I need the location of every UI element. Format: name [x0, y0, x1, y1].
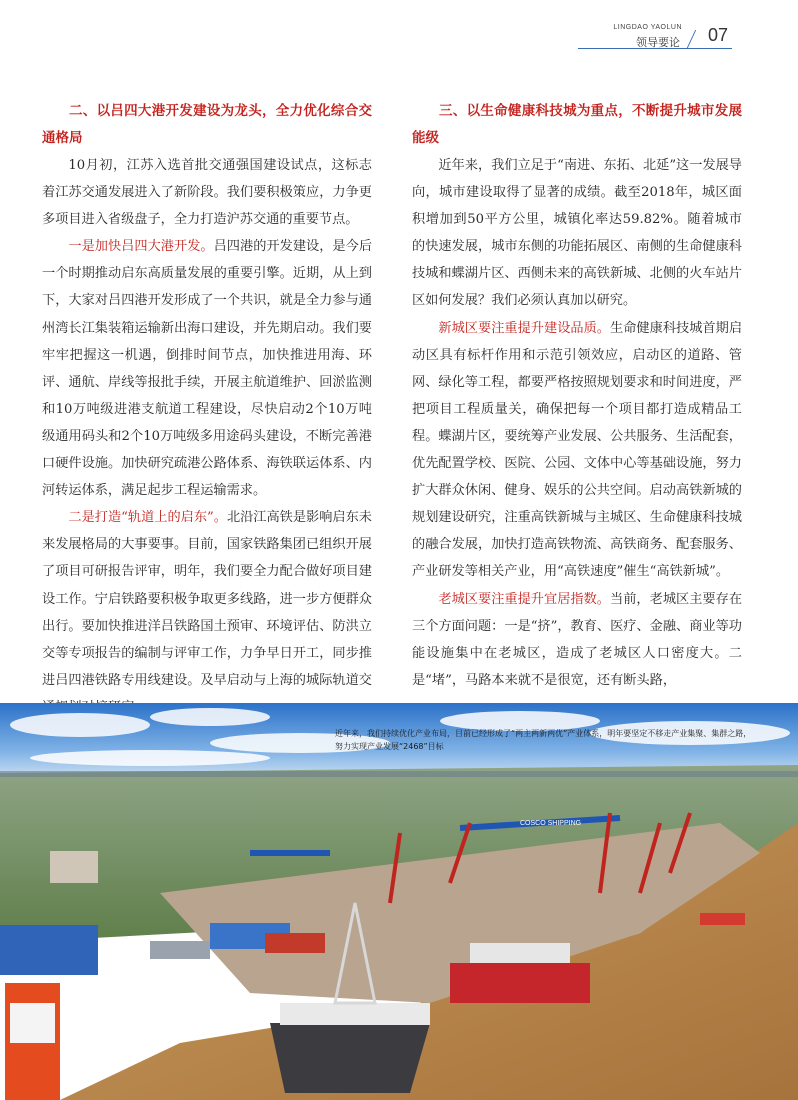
header-section: 领导要论 [636, 36, 680, 49]
right-body-3: 当前，老城区主要存在三个方面问题：一是“挤”，教育、医疗、金融、商业等功能设施集中在老城区，造成了老城区人口密度大。二是“堵”，马路本来就不是很宽，还有断头路， [412, 591, 743, 688]
right-paragraph-2 [412, 315, 742, 586]
page-number: 07 [707, 25, 728, 45]
shipyard-photo [0, 703, 798, 1100]
header-english: LINGDAO YAOLUN [613, 24, 682, 31]
small-vessel [700, 913, 745, 925]
foreground-tower [5, 983, 60, 1100]
right-paragraph-3 [412, 586, 742, 694]
left-body-3: 北沿江高铁是影响启东未来发展格局的大事要事。目前，国家铁路集团已组织开展了项目可研报告评审，明年，我们要全力配合做好项目建设工作。宁启铁路要积极争取更多线路，进一步方便群众出行。要加快推进洋吕铁路国土预审、环境评估、防洪立交等专项报告的编制与评审工作，力争早日开工，同步推进吕四港铁路专用线建设。及早启动与上海的城际轨道交 [42, 510, 372, 688]
right-heading: 三、以生命健康科技城为重点，不断提升城市发展能级 [412, 103, 742, 146]
crane-sign: COSCO SHIPPING [520, 820, 582, 827]
right-column [412, 98, 742, 694]
header-rule-right [682, 48, 732, 49]
right-lead-3: 老城区要注重提升宜居指数。 [438, 591, 611, 607]
left-column [42, 98, 372, 721]
page-header [598, 22, 768, 52]
red-platform [450, 943, 590, 1003]
left-heading: 二、以吕四大港开发建设为龙头，全力优化综合交通格局 [42, 103, 372, 146]
left-paragraph-3 [42, 504, 372, 721]
left-body-2: 吕四港的开发建设，是今后一个时期推动启东高质量发展的重要引擎。近期，从上到下，大家对吕四港开发形成了一个共识，就是全力参与通州湾长江集装箱运输新出海口建设，并先期启动。我们要牢牢把握这一机遇，倒排时间节点，加快推进用海、环评、通航、岸线等报批手续，开展主航道维护、回淤监测和10万吨级进港支航道工程建设，尽快启动2个10万吨级通用码头和2个10万吨级多用途码头建设，不断完善港口硬件设施。加快研究疏港公路体系、海铁联运体系、内河转运体系，满足起步工程运输需求。 [42, 239, 373, 499]
left-paragraph-2 [42, 233, 372, 504]
right-body-2: 生命健康科技城首期启动区具有标杆作用和示范引领效应，启动区的道路、管网、绿化等工程，都要严格按照规划要求和时间进度，严把项目工程质量关，确保把每一个项目都打造成精品工程。蝶湖片区，要统筹产业发展、公共服务、生活配套，优先配置学校、医院、公园、文体中心等基础设施，努力扩大群众休闲、健身、娱乐的公共空间。启动高铁新城的规划建设研究，注重高铁新城与主城区、生命健康科技城的融合发展，加快打造高铁物流、高铁商务、配套服务、产业研发等相关产业，用“高铁速度”催生“高铁新城”。 [412, 320, 743, 580]
shipyard-illustration [0, 703, 798, 1100]
left-lead-3: 二是打造“轨道上的启东”。 [68, 510, 227, 526]
left-lead-2: 一是加快吕四大港开发。 [68, 239, 214, 255]
horizon-city [0, 771, 798, 777]
left-paragraph-1: 10月初，江苏入选首批交通强国建设试点，这标志着江苏交通发展进入了新阶段。我们要积极策应，力争更多项目进入省级盘子，全力打造沪苏交通的重要节点。 [42, 158, 372, 228]
right-paragraph-1: 近年来，我们立足于“南进、东拓、北延”这一发展导向，城市建设取得了显著的成绩。截至2018年，城区面积增加到50平方公里，城镇化率达59.82%。随着城市的快速发展，城市东侧的功能拓展区、南侧的生命健康科技城和蝶湖片区、西侧未来的高铁新城、北侧的火车站片区如何发展？我们必须认真加以研究。 [412, 158, 742, 309]
photo-caption: 近年来，我们持续优化产业布局，目前已经形成了“两主两新两优”产业体系，明年要坚定不移走产业集聚、集群之路，努力实现产业发展“2468”目标 [335, 729, 752, 751]
right-lead-2: 新城区要注重提升建设品质。 [438, 320, 611, 336]
